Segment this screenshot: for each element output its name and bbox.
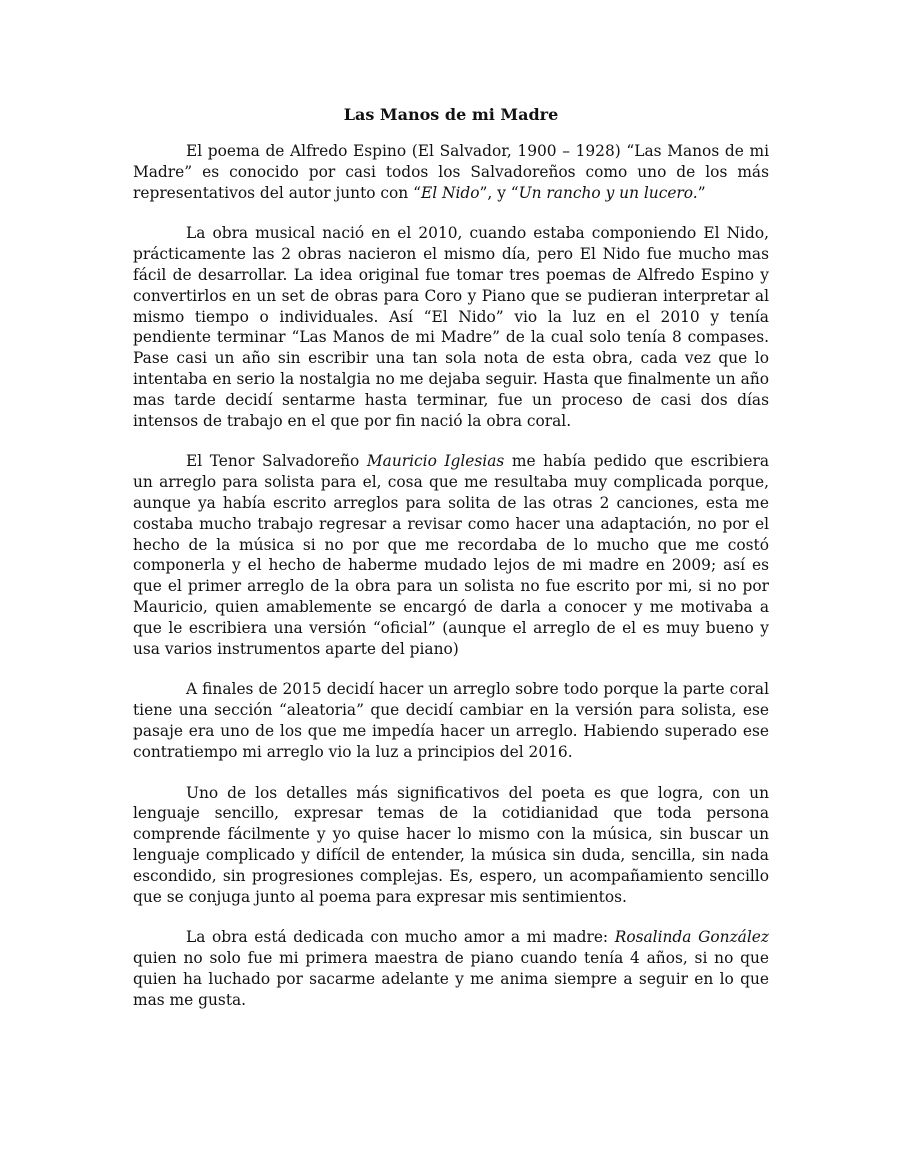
paragraph-text: ”, y “ (479, 183, 519, 202)
paragraph-text: ” (697, 183, 706, 202)
paragraph-text: La obra está dedicada con mucho amor a mi madre: (186, 928, 615, 947)
paragraph-5 (133, 783, 769, 908)
paragraph-text: A finales de 2015 decidí hacer un arreglo sobre todo porque la parte coral tiene una sección “aleatoria” que decidí cambiar en la versión para solista, ese pasaje era uno de los que me impedía hacer un arreglo. Habiendo superado ese contratiempo mi arreglo vio la luz a principios del 2016. (133, 680, 769, 761)
paragraph-1 (133, 141, 769, 203)
paragraph-4 (133, 679, 769, 762)
paragraph-6 (133, 927, 769, 1010)
paragraph-list (133, 141, 769, 1010)
paragraph-text: El poema de Alfredo Espino (El Salvador, 1900 – 1928) “Las Manos de mi Madre” es conocido por casi todos los Salvadoreños como uno de los más representativos del autor junto con “ (133, 142, 769, 202)
paragraph-text: El Tenor Salvadoreño (186, 452, 367, 471)
document-body (133, 104, 769, 1030)
italic-text: Mauricio Iglesias (366, 452, 505, 471)
paragraph-text: La obra musical nació en el 2010, cuando estaba componiendo El Nido, prácticamente las 2 obras nacieron el mismo día, pero El Nido fue mucho mas fácil de desarrollar. La idea original fue tomar tres poemas de Alfredo Espino y convertirlos en un set de obras para Coro y Piano que se pudieran interpretar al mismo tiempo o individuales. Así “El Nido” vio la luz en el 2010 y tenía pendiente terminar “Las Manos de mi Madre” de la cual solo tenía 8 compases. Pase casi un año sin escribir una tan sola nota de esta obra, cada vez que lo intentaba en serio la nostalgia no me dejaba seguir. Hasta que finalmente un año mas tarde decidí sentarme hasta terminar, fue un proceso de casi dos días intensos de trabajo en el que por fin nació la obra coral. (133, 224, 769, 430)
paragraph-text: quien no solo fue mi primera maestra de piano cuando tenía 4 años, si no que quien ha luchado por sacarme adelante y me anima siempre a seguir en lo que mas me gusta. (133, 949, 769, 1009)
italic-text: El Nido (420, 183, 480, 202)
italic-text: Rosalinda González (614, 928, 769, 947)
paragraph-text: me había pedido que escribiera un arreglo para solista para el, cosa que me resultaba muy complicada porque, aunque ya había escrito arreglos para solita de las otras 2 canciones, esta me costaba mucho trabajo regresar a revisar como hacer una adaptación, no por el hecho de la música si no por que me recordaba de lo mucho que me costó componerla y el hecho de haberme mudado lejos de mi madre en 2009; así es que el primer arreglo de la obra para un solista no fue escrito por mi, si no por Mauricio, quien amablemente se encargó de darla a conocer y me motivaba a que le escribiera una versión “oficial” (aunque el arreglo de el es muy bueno y usa varios instrumentos aparte del piano) (133, 452, 770, 658)
italic-text: Un rancho y un lucero. (518, 183, 698, 202)
paragraph-text: Uno de los detalles más significativos del poeta es que logra, con un lenguaje sencillo, expresar temas de la cotidianidad que toda persona comprende fácilmente y yo quise hacer lo mismo con la música, sin buscar un lenguaje complicado y difícil de entender, la música sin duda, sencilla, sin nada escondido, sin progresiones complejas. Es, espero, un acompañamiento sencillo que se conjuga junto al poema para expresar mis sentimientos. (133, 783, 769, 906)
paragraph-2 (133, 223, 769, 431)
document-title: Las Manos de mi Madre (343, 105, 559, 124)
paragraph-3 (133, 451, 769, 659)
